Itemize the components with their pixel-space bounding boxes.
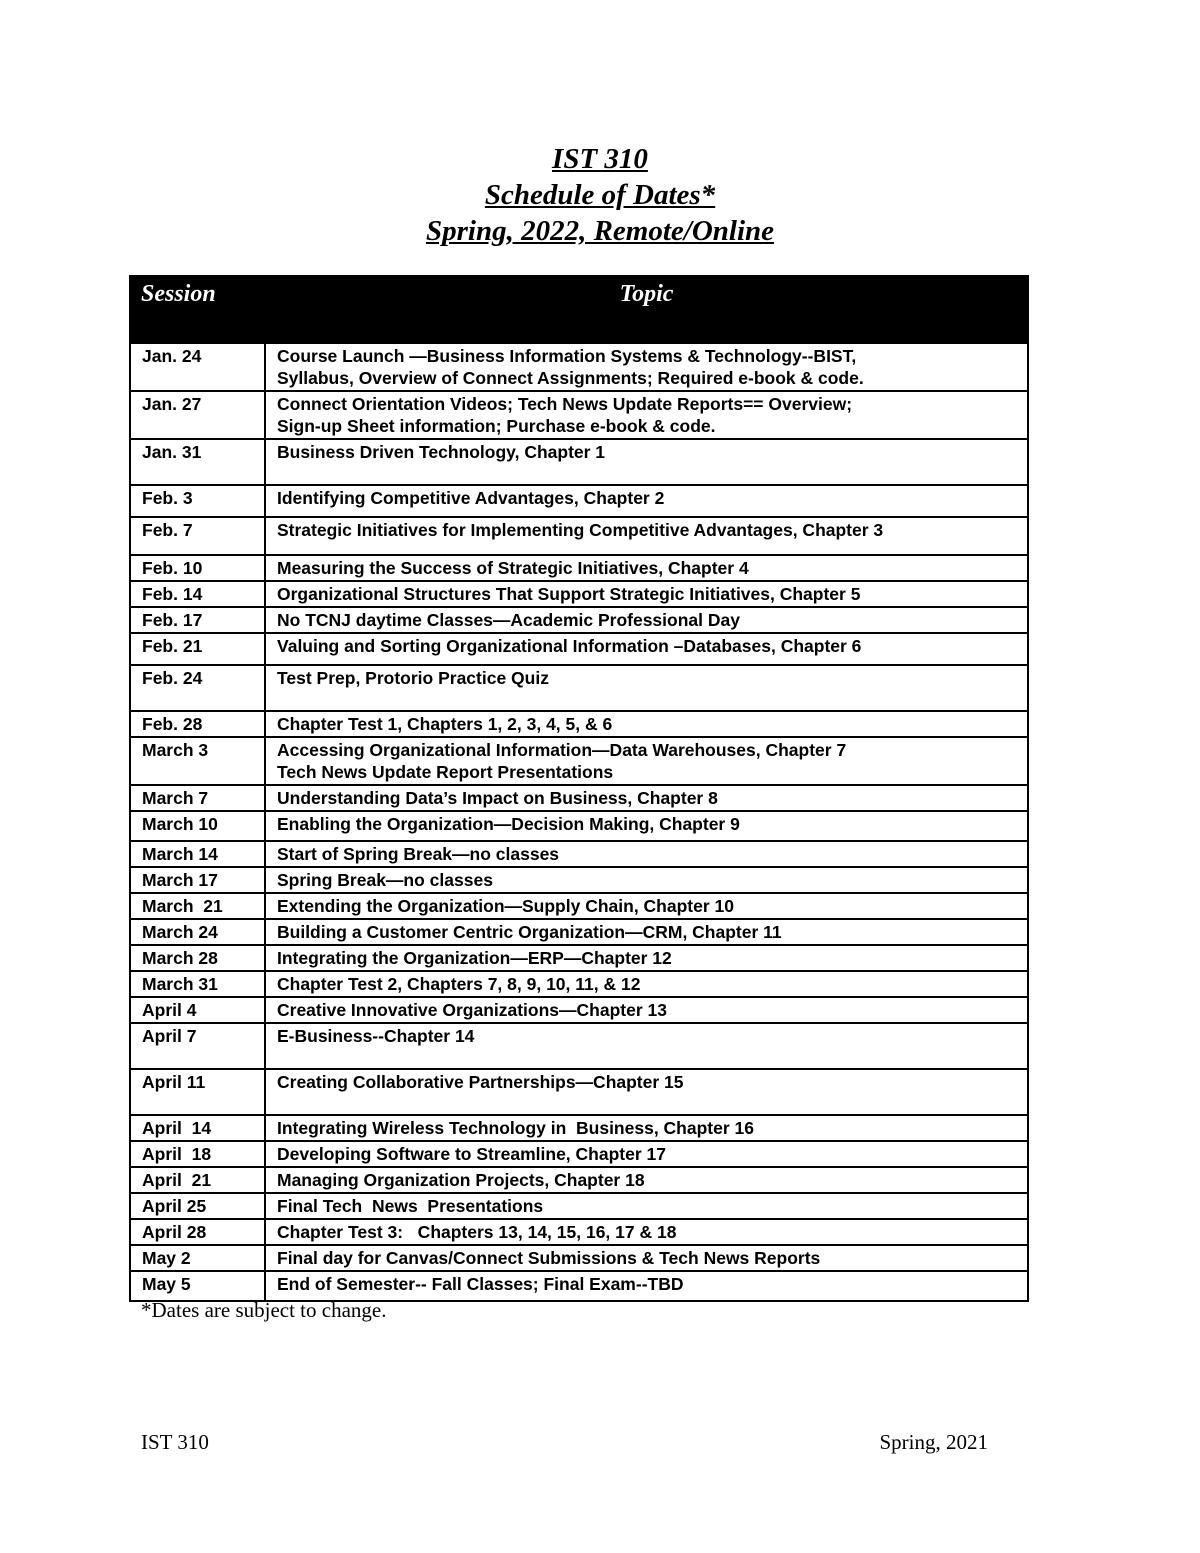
table-row (130, 1193, 1028, 1219)
topic-column-header: Topic (265, 276, 1028, 343)
topic-cell: Measuring the Success of Strategic Initiatives, Chapter 4 (265, 555, 1028, 581)
session-cell: March 10 (130, 811, 265, 841)
table-row (130, 919, 1028, 945)
topic-cell: Business Driven Technology, Chapter 1 (265, 439, 1028, 485)
topic-cell: E-Business--Chapter 14 (265, 1023, 1028, 1069)
session-cell: March 17 (130, 867, 265, 893)
topic-cell: Integrating Wireless Technology in Business, Chapter 16 (265, 1115, 1028, 1141)
session-cell: April 7 (130, 1023, 265, 1069)
topic-cell: Connect Orientation Videos; Tech News Update Reports== Overview; Sign-up Sheet information; Purchase e-book & code. (265, 391, 1028, 439)
session-cell: Feb. 28 (130, 711, 265, 737)
topic-cell: Developing Software to Streamline, Chapter 17 (265, 1141, 1028, 1167)
table-row (130, 1271, 1028, 1301)
table-row (130, 1141, 1028, 1167)
topic-cell: End of Semester-- Fall Classes; Final Exam--TBD (265, 1271, 1028, 1301)
table-row (130, 867, 1028, 893)
session-cell: March 14 (130, 841, 265, 867)
table-row (130, 581, 1028, 607)
table-row (130, 971, 1028, 997)
session-cell: Jan. 27 (130, 391, 265, 439)
table-row (130, 665, 1028, 711)
table-row (130, 607, 1028, 633)
topic-cell: Accessing Organizational Information—Data Warehouses, Chapter 7 Tech News Update Report Presentations (265, 737, 1028, 785)
topic-cell: Chapter Test 1, Chapters 1, 2, 3, 4, 5, & 6 (265, 711, 1028, 737)
session-cell: Feb. 3 (130, 485, 265, 517)
schedule-subtitle: Schedule of Dates* (484, 179, 716, 211)
footer-term: Spring, 2021 (879, 1430, 988, 1454)
topic-cell: Valuing and Sorting Organizational Information –Databases, Chapter 6 (265, 633, 1028, 665)
session-cell: March 28 (130, 945, 265, 971)
document-header (0, 141, 1200, 249)
session-cell: April 21 (130, 1167, 265, 1193)
table-row (130, 343, 1028, 391)
session-cell: March 31 (130, 971, 265, 997)
topic-cell: Creating Collaborative Partnerships—Chapter 15 (265, 1069, 1028, 1115)
session-cell: April 25 (130, 1193, 265, 1219)
topic-cell: Managing Organization Projects, Chapter 18 (265, 1167, 1028, 1193)
topic-cell: Chapter Test 2, Chapters 7, 8, 9, 10, 11, & 12 (265, 971, 1028, 997)
table-row (130, 785, 1028, 811)
session-column-header: Session (130, 276, 265, 343)
table-row (130, 1115, 1028, 1141)
session-cell: May 5 (130, 1271, 265, 1301)
topic-cell: Spring Break—no classes (265, 867, 1028, 893)
table-row (130, 945, 1028, 971)
table-row (130, 555, 1028, 581)
session-cell: March 24 (130, 919, 265, 945)
session-cell: March 3 (130, 737, 265, 785)
table-row (130, 485, 1028, 517)
table-row (130, 893, 1028, 919)
topic-cell: Building a Customer Centric Organization—CRM, Chapter 11 (265, 919, 1028, 945)
session-cell: April 18 (130, 1141, 265, 1167)
session-cell: Feb. 14 (130, 581, 265, 607)
session-cell: Jan. 24 (130, 343, 265, 391)
topic-cell: Creative Innovative Organizations—Chapter 13 (265, 997, 1028, 1023)
session-cell: Feb. 21 (130, 633, 265, 665)
table-row (130, 1069, 1028, 1115)
topic-cell: No TCNJ daytime Classes—Academic Professional Day (265, 607, 1028, 633)
table-row (130, 1245, 1028, 1271)
topic-cell: Test Prep, Protorio Practice Quiz (265, 665, 1028, 711)
session-cell: April 14 (130, 1115, 265, 1141)
topic-cell: Identifying Competitive Advantages, Chapter 2 (265, 485, 1028, 517)
session-cell: May 2 (130, 1245, 265, 1271)
table-row (130, 391, 1028, 439)
session-cell: March 21 (130, 893, 265, 919)
topic-cell: Strategic Initiatives for Implementing Competitive Advantages, Chapter 3 (265, 517, 1028, 555)
topic-cell: Organizational Structures That Support Strategic Initiatives, Chapter 5 (265, 581, 1028, 607)
table-row (130, 997, 1028, 1023)
session-cell: Jan. 31 (130, 439, 265, 485)
table-row (130, 1167, 1028, 1193)
session-cell: Feb. 7 (130, 517, 265, 555)
session-cell: Feb. 10 (130, 555, 265, 581)
topic-cell: Final day for Canvas/Connect Submissions & Tech News Reports (265, 1245, 1028, 1271)
session-cell: April 11 (130, 1069, 265, 1115)
topic-cell: Final Tech News Presentations (265, 1193, 1028, 1219)
session-cell: Feb. 17 (130, 607, 265, 633)
table-row (130, 711, 1028, 737)
topic-cell: Start of Spring Break—no classes (265, 841, 1028, 867)
table-header-row (130, 276, 1028, 343)
term-title: Spring, 2022, Remote/Online (425, 215, 775, 247)
topic-cell: Course Launch —Business Information Systems & Technology--BIST, Syllabus, Overview of Connect Assignments; Required e-book & code. (265, 343, 1028, 391)
footer-course: IST 310 (141, 1430, 209, 1454)
topic-cell: Integrating the Organization—ERP—Chapter 12 (265, 945, 1028, 971)
table-row (130, 841, 1028, 867)
topic-cell: Chapter Test 3: Chapters 13, 14, 15, 16, 17 & 18 (265, 1219, 1028, 1245)
table-row (130, 811, 1028, 841)
table-row (130, 633, 1028, 665)
table-row (130, 1023, 1028, 1069)
topic-cell: Enabling the Organization—Decision Making, Chapter 9 (265, 811, 1028, 841)
session-cell: March 7 (130, 785, 265, 811)
table-row (130, 737, 1028, 785)
session-cell: April 28 (130, 1219, 265, 1245)
table-row (130, 439, 1028, 485)
dates-footnote: *Dates are subject to change. (141, 1298, 387, 1322)
table-row (130, 1219, 1028, 1245)
topic-cell: Extending the Organization—Supply Chain, Chapter 10 (265, 893, 1028, 919)
topic-cell: Understanding Data’s Impact on Business, Chapter 8 (265, 785, 1028, 811)
course-title: IST 310 (552, 143, 648, 175)
session-cell: Feb. 24 (130, 665, 265, 711)
table-row (130, 517, 1028, 555)
schedule-table (129, 275, 1029, 1302)
session-cell: April 4 (130, 997, 265, 1023)
